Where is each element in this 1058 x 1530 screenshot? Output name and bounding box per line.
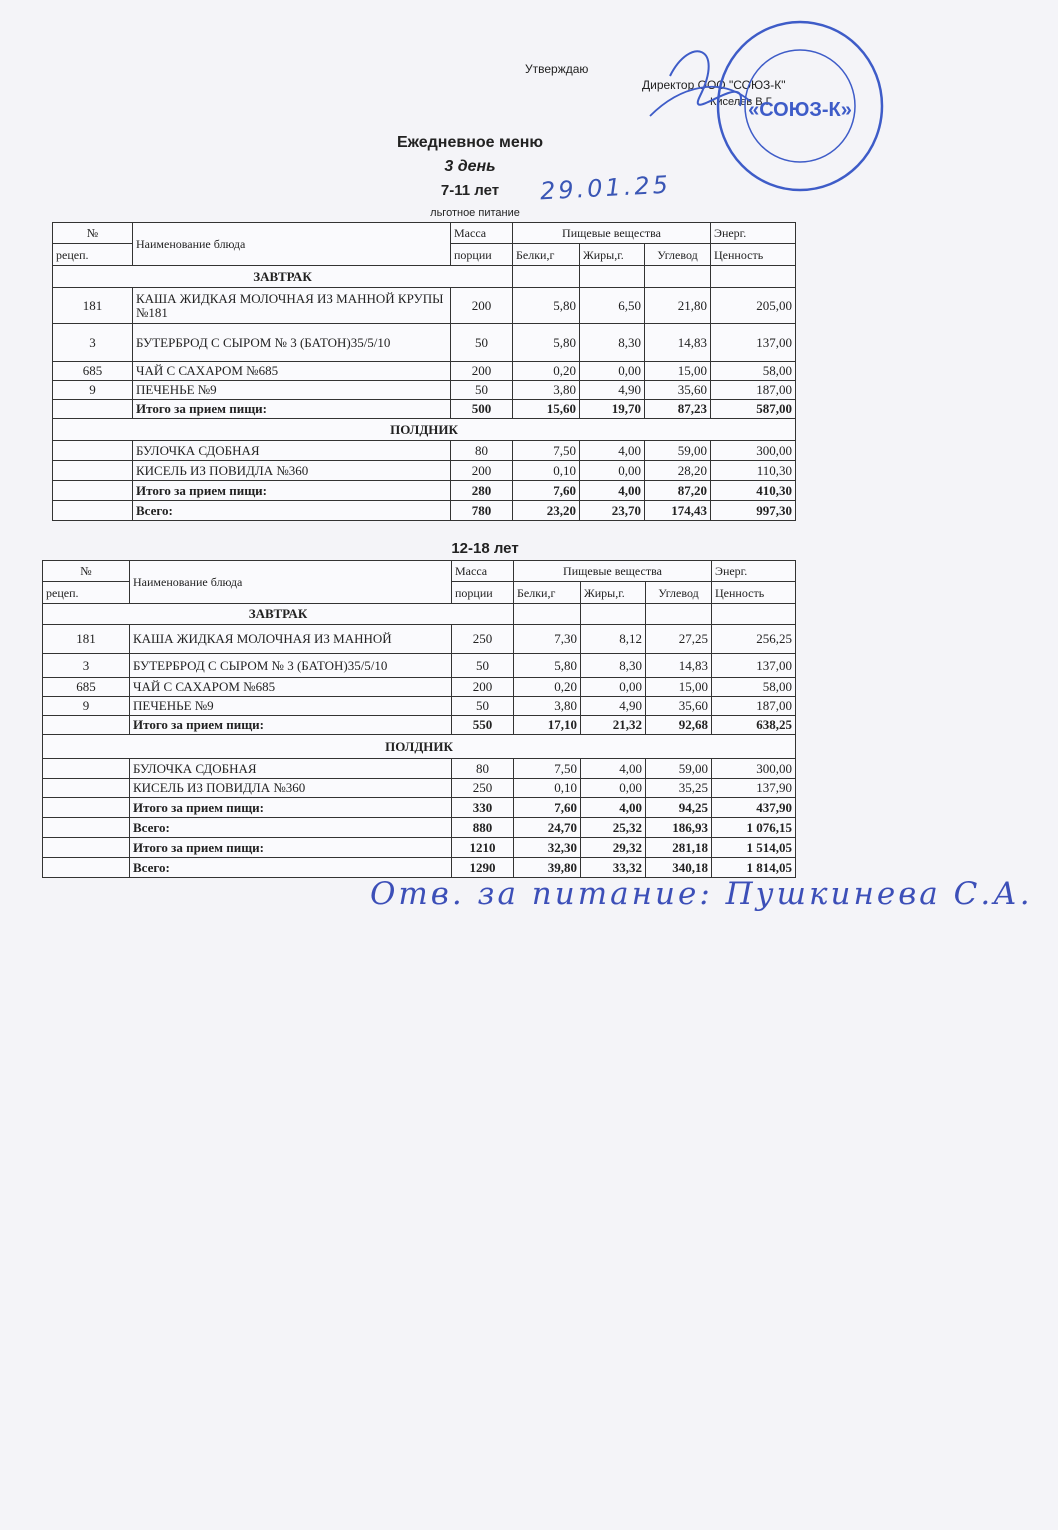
page-title: Ежедневное меню bbox=[396, 134, 544, 151]
table-row: 685 ЧАЙ С САХАРОМ №685 200 0,20 0,00 15,00 58,00 bbox=[53, 362, 796, 381]
day-label: 3 день bbox=[444, 158, 496, 175]
table-row: 9 ПЕЧЕНЬЕ №9 50 3,80 4,90 35,60 187,00 bbox=[53, 381, 796, 400]
table-row: 3 БУТЕРБРОД С СЫРОМ № 3 (БАТОН)35/5/10 50 5,80 8,30 14,83 137,00 bbox=[53, 324, 796, 362]
grand-total-row: Всего: 1290 39,80 33,32 340,18 1 814,05 bbox=[43, 858, 796, 878]
director-title: Директор ООО "СОЮЗ-К" bbox=[642, 78, 786, 92]
table-row: КИСЕЛЬ ИЗ ПОВИДЛА №360 200 0,10 0,00 28,20 110,30 bbox=[53, 461, 796, 481]
table-row: 3 БУТЕРБРОД С СЫРОМ № 3 (БАТОН)35/5/10 50 5,80 8,30 14,83 137,00 bbox=[43, 654, 796, 678]
hdr-mass2: порции bbox=[451, 244, 513, 266]
hdr-protein: Белки,г bbox=[513, 244, 580, 266]
hdr-energy2: Ценность bbox=[712, 582, 796, 604]
hdr-protein: Белки,г bbox=[514, 582, 581, 604]
menu-table-7-11 bbox=[52, 222, 796, 521]
hdr-carbs: Углевод bbox=[645, 244, 711, 266]
section-breakfast: ЗАВТРАК bbox=[53, 266, 513, 288]
table-row: 685 ЧАЙ С САХАРОМ №685 200 0,20 0,00 15,00 58,00 bbox=[43, 678, 796, 697]
section-snack: ПОЛДНИК bbox=[43, 735, 796, 759]
breakfast-total-row: Итого за прием пищи: 550 17,10 21,32 92,68 638,25 bbox=[43, 716, 796, 735]
total-row: Всего: 880 24,70 25,32 186,93 1 076,15 bbox=[43, 818, 796, 838]
hdr-fat: Жиры,г. bbox=[580, 244, 645, 266]
meal-total-row: Итого за прием пищи: 1210 32,30 29,32 281,18 1 514,05 bbox=[43, 838, 796, 858]
hdr-recipe: рецеп. bbox=[43, 582, 130, 604]
handwritten-date: 29.01.25 bbox=[539, 170, 672, 206]
table-row: КИСЕЛЬ ИЗ ПОВИДЛА №360 250 0,10 0,00 35,25 137,90 bbox=[43, 779, 796, 798]
stamp-center-text: «СОЮЗ-К» bbox=[748, 99, 852, 121]
grand-total-row: Всего: 780 23,20 23,70 174,43 997,30 bbox=[53, 501, 796, 521]
table-row: 181 КАША ЖИДКАЯ МОЛОЧНАЯ ИЗ МАННОЙ КРУПЫ №181 200 5,80 6,50 21,80 205,00 bbox=[53, 288, 796, 324]
age-group-2: 12-18 лет bbox=[451, 540, 519, 557]
table-row: 181 КАША ЖИДКАЯ МОЛОЧНАЯ ИЗ МАННОЙ 250 7,30 8,12 27,25 256,25 bbox=[43, 625, 796, 654]
hdr-no: № bbox=[43, 561, 130, 582]
hdr-name: Наименование блюда bbox=[133, 223, 451, 266]
snack-total-row: Итого за прием пищи: 280 7,60 4,00 87,20 410,30 bbox=[53, 481, 796, 501]
hdr-fat: Жиры,г. bbox=[581, 582, 646, 604]
hdr-carbs: Углевод bbox=[646, 582, 712, 604]
age-group-1: 7-11 лет bbox=[440, 182, 500, 199]
hdr-energy2: Ценность bbox=[711, 244, 796, 266]
hdr-name: Наименование блюда bbox=[130, 561, 452, 604]
benefit-label: льготное питание bbox=[430, 207, 520, 219]
hdr-recipe: рецеп. bbox=[53, 244, 133, 266]
hdr-no: № bbox=[53, 223, 133, 244]
table-row: 9 ПЕЧЕНЬЕ №9 50 3,80 4,90 35,60 187,00 bbox=[43, 697, 796, 716]
hdr-nutrients: Пищевые вещества bbox=[513, 223, 711, 244]
table-row: БУЛОЧКА СДОБНАЯ 80 7,50 4,00 59,00 300,00 bbox=[53, 441, 796, 461]
director-name: Киселев В.Г. bbox=[710, 96, 774, 108]
hdr-mass: Масса bbox=[451, 223, 513, 244]
hdr-nutrients: Пищевые вещества bbox=[514, 561, 712, 582]
hdr-mass: Масса bbox=[452, 561, 514, 582]
hdr-energy: Энерг. bbox=[711, 223, 796, 244]
hdr-energy: Энерг. bbox=[712, 561, 796, 582]
section-breakfast: ЗАВТРАК bbox=[43, 604, 514, 625]
breakfast-total-row: Итого за прием пищи: 500 15,60 19,70 87,23 587,00 bbox=[53, 400, 796, 419]
table-row: БУЛОЧКА СДОБНАЯ 80 7,50 4,00 59,00 300,00 bbox=[43, 759, 796, 779]
snack-total-row: Итого за прием пищи: 330 7,60 4,00 94,25 437,90 bbox=[43, 798, 796, 818]
handwritten-signature-line: Отв. за питание: Пушкинева С.А. bbox=[370, 876, 1033, 912]
approve-label: Утверждаю bbox=[525, 62, 589, 76]
hdr-mass2: порции bbox=[452, 582, 514, 604]
section-snack: ПОЛДНИК bbox=[53, 419, 796, 441]
menu-table-12-18 bbox=[42, 560, 796, 878]
